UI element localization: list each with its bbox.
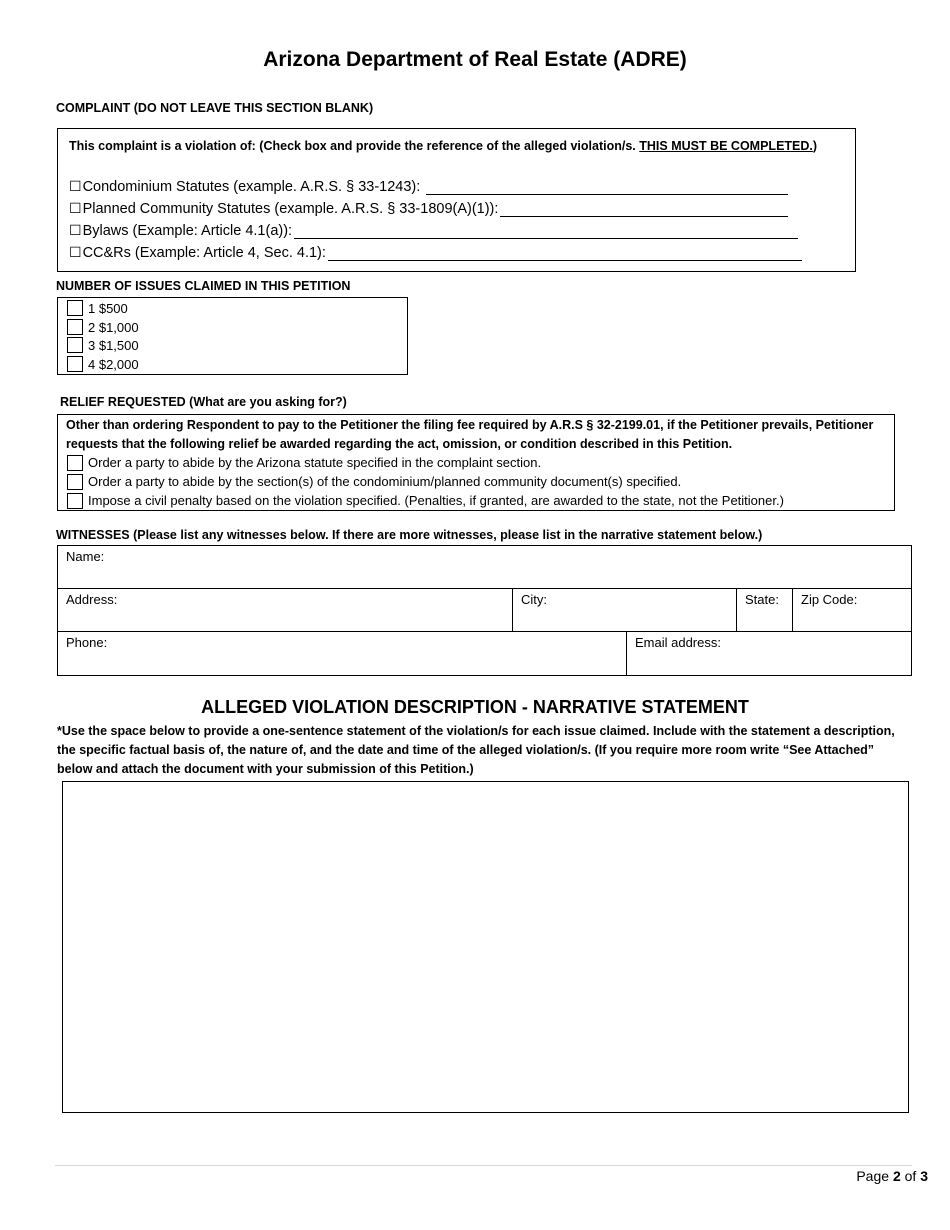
complaint-option-condominium[interactable] — [69, 174, 829, 195]
complaint-option-bylaws[interactable] — [69, 218, 829, 239]
relief-option-statute[interactable] — [67, 453, 541, 472]
checkbox-icon[interactable] — [67, 455, 83, 471]
witness-address-label: Address: — [66, 592, 118, 607]
witness-name-label: Name: — [66, 549, 105, 564]
relief-option-label: Order a party to abide by the Arizona statute specified in the complaint section. — [88, 455, 542, 470]
witness-zip-field[interactable] — [793, 589, 911, 632]
relief-option-label: Impose a civil penalty based on the violation specified. (Penalties, if granted, are awarded to the state, not the Petitioner.) — [88, 493, 784, 508]
witness-state-field[interactable] — [737, 589, 793, 632]
checkbox-icon[interactable] — [67, 474, 83, 490]
complaint-intro-close: ) — [812, 139, 818, 153]
witness-email-field[interactable] — [627, 632, 911, 675]
witness-city-field[interactable] — [513, 589, 737, 632]
checkbox-icon[interactable]: ☐ — [69, 244, 82, 260]
witness-phone-field[interactable] — [58, 632, 627, 675]
issues-option-1[interactable] — [67, 299, 128, 317]
issues-option-label: 1 $500 — [88, 300, 128, 316]
issues-option-label: 2 $1,000 — [88, 319, 139, 335]
issues-option-label: 4 $2,000 — [88, 356, 139, 372]
complaint-box — [57, 128, 856, 272]
issues-option-4[interactable] — [67, 355, 139, 373]
checkbox-icon[interactable] — [67, 356, 83, 372]
relief-box — [57, 414, 895, 511]
page-title: Arizona Department of Real Estate (ADRE) — [263, 48, 687, 71]
complaint-intro-text: This complaint is a violation of: (Check box and provide the reference of the alleged violation/s. — [69, 139, 636, 153]
complaint-reference-field[interactable] — [426, 180, 788, 195]
witness-zip-label: Zip Code: — [801, 592, 858, 607]
relief-option-documents[interactable] — [67, 472, 681, 491]
relief-section-label: RELIEF REQUESTED (What are you asking for?) — [60, 395, 347, 409]
complaint-reference-field[interactable] — [328, 246, 802, 261]
witness-email-label: Email address: — [635, 635, 721, 650]
witness-city-label: City: — [521, 592, 547, 607]
narrative-instructions: *Use the space below to provide a one-sentence statement of the violation/s for each issue claimed. Include with the statement a description, the specific factual basis of, the nature of, and the date and time of the alleged violation/s. (If you require more room write “See Attached” below and attach the document with your submission of this Petition.) — [57, 724, 895, 776]
witness-phone-label: Phone: — [66, 635, 108, 650]
checkbox-icon[interactable] — [67, 337, 83, 353]
checkbox-icon[interactable]: ☐ — [69, 200, 82, 216]
page-total: 3 — [920, 1168, 928, 1184]
witness-name-field[interactable] — [58, 546, 911, 589]
page-number — [856, 1168, 928, 1184]
witness-table — [57, 545, 912, 676]
checkbox-icon[interactable] — [67, 300, 83, 316]
page-of: of — [904, 1168, 917, 1184]
checkbox-icon[interactable] — [67, 319, 83, 335]
checkbox-icon[interactable] — [67, 493, 83, 509]
relief-intro: Other than ordering Respondent to pay to the Petitioner the filing fee required by A.R.S § 32-2199.01, if the Petitioner prevails, Petitioner requests that the following relief be awarded regarding the act, omission, or condition described in this Petition. — [66, 418, 874, 451]
page-prefix: Page — [856, 1168, 890, 1184]
issues-option-3[interactable] — [67, 336, 139, 354]
issues-box — [57, 297, 408, 375]
narrative-heading: ALLEGED VIOLATION DESCRIPTION - NARRATIVE STATEMENT — [201, 697, 749, 717]
complaint-option-label: Condominium Statutes (example. A.R.S. § 33-1243): — [82, 179, 421, 195]
complaint-intro-emphasis: THIS MUST BE COMPLETED. — [639, 139, 813, 153]
witness-address-field[interactable] — [58, 589, 513, 632]
complaint-option-ccrs[interactable] — [69, 240, 829, 261]
page-current: 2 — [892, 1168, 901, 1184]
issues-section-label: NUMBER OF ISSUES CLAIMED IN THIS PETITION — [56, 279, 351, 293]
complaint-option-planned-community[interactable] — [69, 196, 829, 217]
issues-option-2[interactable] — [67, 318, 139, 336]
complaint-reference-field[interactable] — [294, 224, 798, 239]
complaint-section-label: COMPLAINT (DO NOT LEAVE THIS SECTION BLANK) — [56, 101, 374, 115]
complaint-option-label: Bylaws (Example: Article 4.1(a)): — [82, 223, 293, 239]
complaint-option-label: CC&Rs (Example: Article 4, Sec. 4.1): — [82, 245, 326, 261]
complaint-intro — [69, 137, 845, 156]
complaint-option-label: Planned Community Statutes (example. A.R.S. § 33-1809(A)(1)): — [82, 201, 499, 217]
footer-divider — [55, 1165, 912, 1166]
checkbox-icon[interactable]: ☐ — [69, 178, 82, 194]
relief-option-penalty[interactable] — [67, 491, 784, 510]
witness-state-label: State: — [745, 592, 779, 607]
issues-option-label: 3 $1,500 — [88, 337, 139, 353]
checkbox-icon[interactable]: ☐ — [69, 222, 82, 238]
relief-option-label: Order a party to abide by the section(s) of the condominium/planned community document(s) specified. — [88, 474, 682, 489]
witnesses-section-label: WITNESSES (Please list any witnesses below. If there are more witnesses, please list in the narrative statement below.) — [56, 528, 763, 542]
narrative-statement-field[interactable] — [62, 781, 909, 1113]
complaint-reference-field[interactable] — [500, 202, 788, 217]
